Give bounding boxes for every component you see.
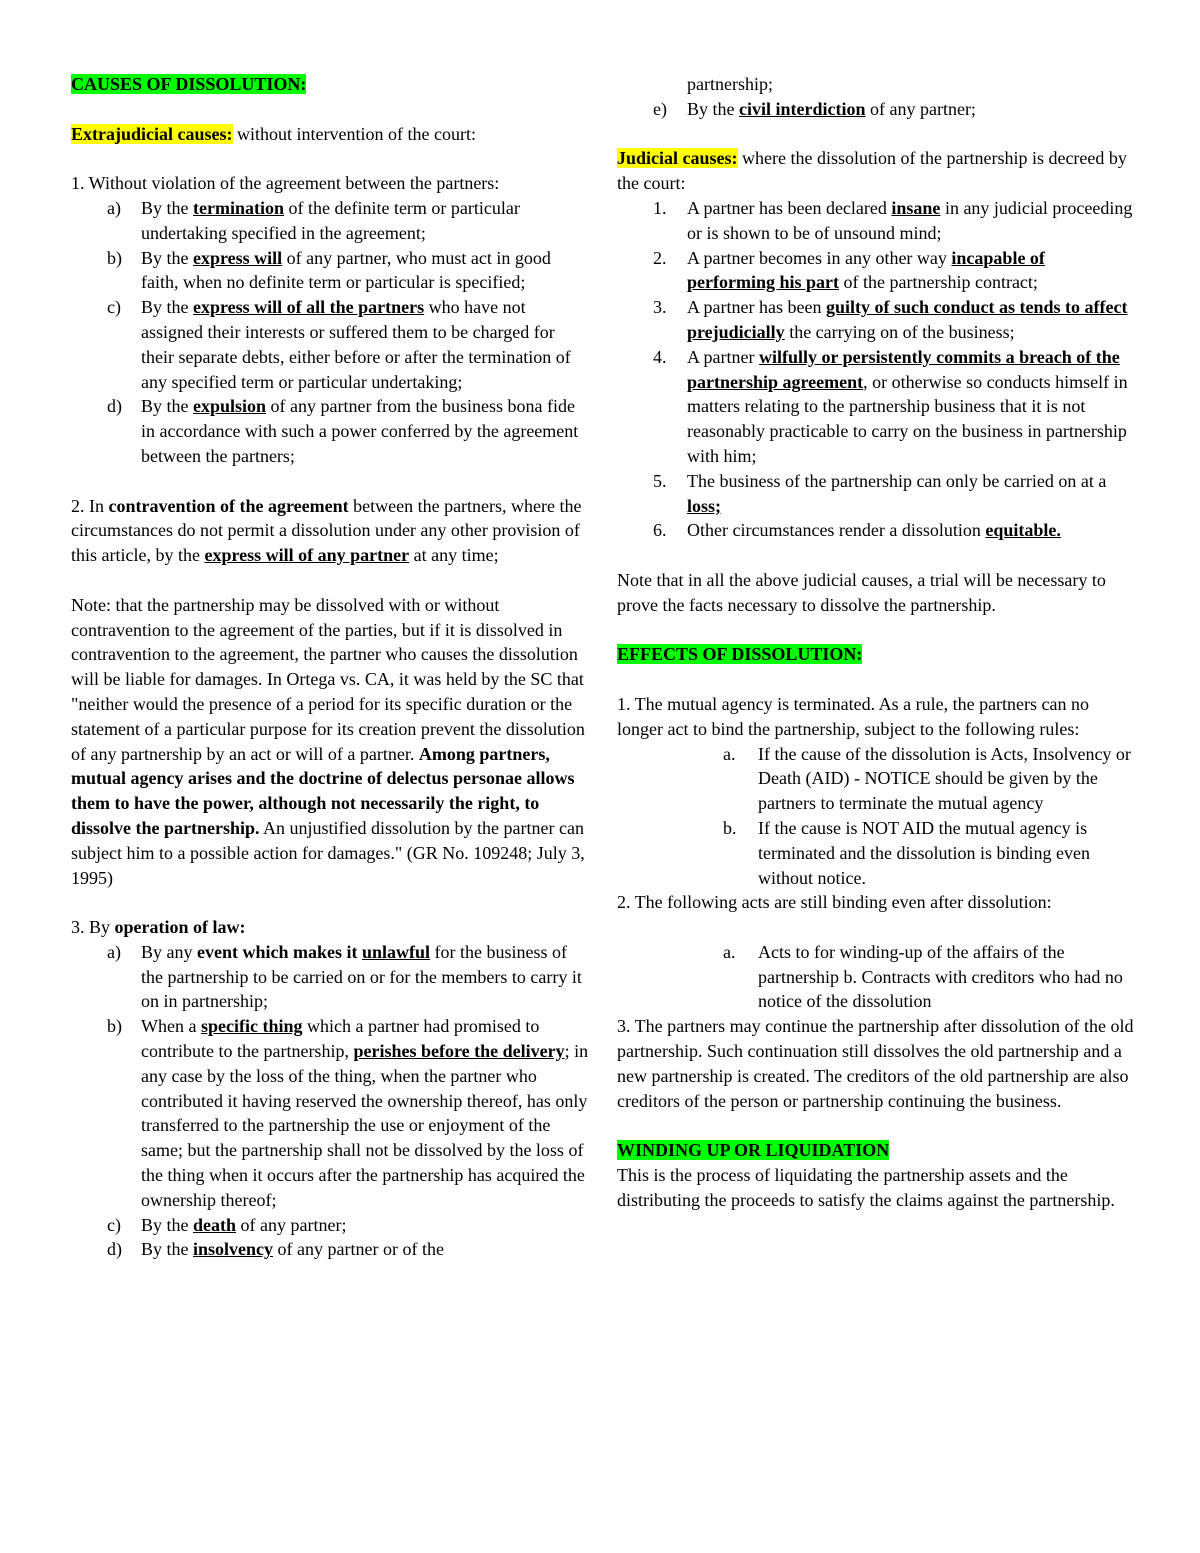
winding-text: This is the process of liquidating the partnership assets and the distributing the proceeds to satisfy the claims against the partnership. xyxy=(617,1165,1115,1210)
cause-1a: a) By the termination of the definite term or particular undertaking specified in the agreement; xyxy=(107,197,520,243)
judicial-1: 1. A partner has been declared insane in any judicial proceeding or is shown to be of unsound mind; xyxy=(653,197,1133,243)
judicial-note: Note that in all the above judicial causes, a trial will be necessary to prove the facts necessary to dissolve the partnership. xyxy=(617,569,1106,615)
cause-3c: c) By the death of any partner; xyxy=(107,1214,347,1235)
judicial-2: 2. A partner becomes in any other way incapable of performing his part of the partnership contract; xyxy=(653,247,1045,293)
judicial-6: 6. Other circumstances render a dissolution equitable. xyxy=(653,520,1061,541)
judicial-4: 4. A partner wilfully or persistently commits a breach of the partnership agreement, or otherwise so conducts himself in matters relating to the partnership business that it is not reasonably practicable to carry on the business in partnership with him; xyxy=(653,346,1128,466)
judicial-5: 5. The business of the partnership can only be carried on at a loss; xyxy=(653,470,1107,516)
ortega-note-paragraph: Note: that the partnership may be dissolved with or without contravention to the agreement of the parties, but if it is dissolved in contravention to the agreement, the partner who causes the dissolution will be liable for damages. In Ortega vs. CA, it was held by the SC that "neither would the presence of a period for its specific duration or the statement of a particular purpose for its creation prevent the dissolution of any partnership by an act or will of a partner. Among partners, mutual agency arises and the doctrine of delectus personae allows them to have the power, although not necessarily the right, to dissolve the partnership. An unjustified dissolution by the partner can subject him to a possible action for damages." (GR No. 109248; July 3, 1995) xyxy=(71,594,585,888)
judicial-label: Judicial causes: xyxy=(617,148,738,169)
effect-3: 3. The partners may continue the partnership after dissolution of the old partnership. Such continuation still dissolves the old partnership and a new partnership is created. The creditors of the old partnership are also creditors of the person or partnership continuing the business. xyxy=(617,1016,1134,1111)
winding-heading: WINDING UP OR LIQUIDATION xyxy=(617,1140,890,1161)
effect-1a: a. If the cause of the dissolution is Acts, Insolvency or Death (AID) - NOTICE should be given by the partners to terminate the mutual agency xyxy=(723,743,1131,814)
effects-heading: EFFECTS OF DISSOLUTION: xyxy=(617,644,863,665)
right-column xyxy=(617,72,1137,1213)
causes-heading: CAUSES OF DISSOLUTION: xyxy=(71,74,307,94)
cause-3b: b) When a specific thing which a partner had promised to contribute to the partnership, perishes before the delivery; in any case by the loss of the thing, when the partner who contributed it having reserved the ownership thereof, has only transferred to the partnership the use or enjoyment of the same; but the partnership shall not be dissolved by the loss of the thing when it occurs after the partnership has acquired the ownership thereof; xyxy=(107,1016,589,1210)
cause-1b: b) By the express will of any partner, who must act in good faith, when no definite term or particular is specified; xyxy=(107,247,551,293)
cause-3e: e) By the civil interdiction of any partner; xyxy=(653,98,976,119)
extrajudicial-label: Extrajudicial causes: xyxy=(71,123,233,144)
effect-1b: b. If the cause is NOT AID the mutual agency is terminated and the dissolution is binding even without notice. xyxy=(723,817,1090,888)
left-column xyxy=(71,72,591,1262)
cause-3-intro: 3. By operation of law: xyxy=(71,917,246,938)
cause-3d: d) By the insolvency of any partner or of the xyxy=(107,1239,444,1260)
cause-1-intro: 1. Without violation of the agreement between the partners: xyxy=(71,173,500,194)
judicial-3: 3. A partner has been guilty of such conduct as tends to affect prejudicially the carrying on of the business; xyxy=(653,297,1128,342)
effect-1: 1. The mutual agency is terminated. As a rule, the partners can no longer act to bind the partnership, subject to the following rules: xyxy=(617,693,1090,739)
cause-1c: c) By the express will of all the partners who have not assigned their interests or suffered them to be charged for their separate debts, either before or after the termination of any specified term or particular undertaking; xyxy=(107,297,571,392)
effect-2: 2. The following acts are still binding even after dissolution: xyxy=(617,892,1052,913)
cause-3d-continued: partnership; xyxy=(687,74,773,94)
cause-3a: a) By any event which makes it unlawful for the business of the partnership to be carried on or for the members to carry it on in partnership; xyxy=(107,941,582,1012)
cause-1d: d) By the expulsion of any partner from the business bona fide in accordance with such a power conferred by the agreement between the partners; xyxy=(107,396,579,466)
extrajudicial-paragraph: Extrajudicial causes: without intervention of the court: xyxy=(71,123,476,144)
cause-2-paragraph: 2. In contravention of the agreement between the partners, where the circumstances do not permit a dissolution under any other provision of this article, by the express will of any partner at any time; xyxy=(71,495,582,566)
judicial-paragraph: Judicial causes: where the dissolution of the partnership is decreed by the court: xyxy=(617,148,1127,194)
effect-2a: a. Acts to for winding-up of the affairs of the partnership b. Contracts with creditors who had no notice of the dissolution xyxy=(723,941,1123,1012)
